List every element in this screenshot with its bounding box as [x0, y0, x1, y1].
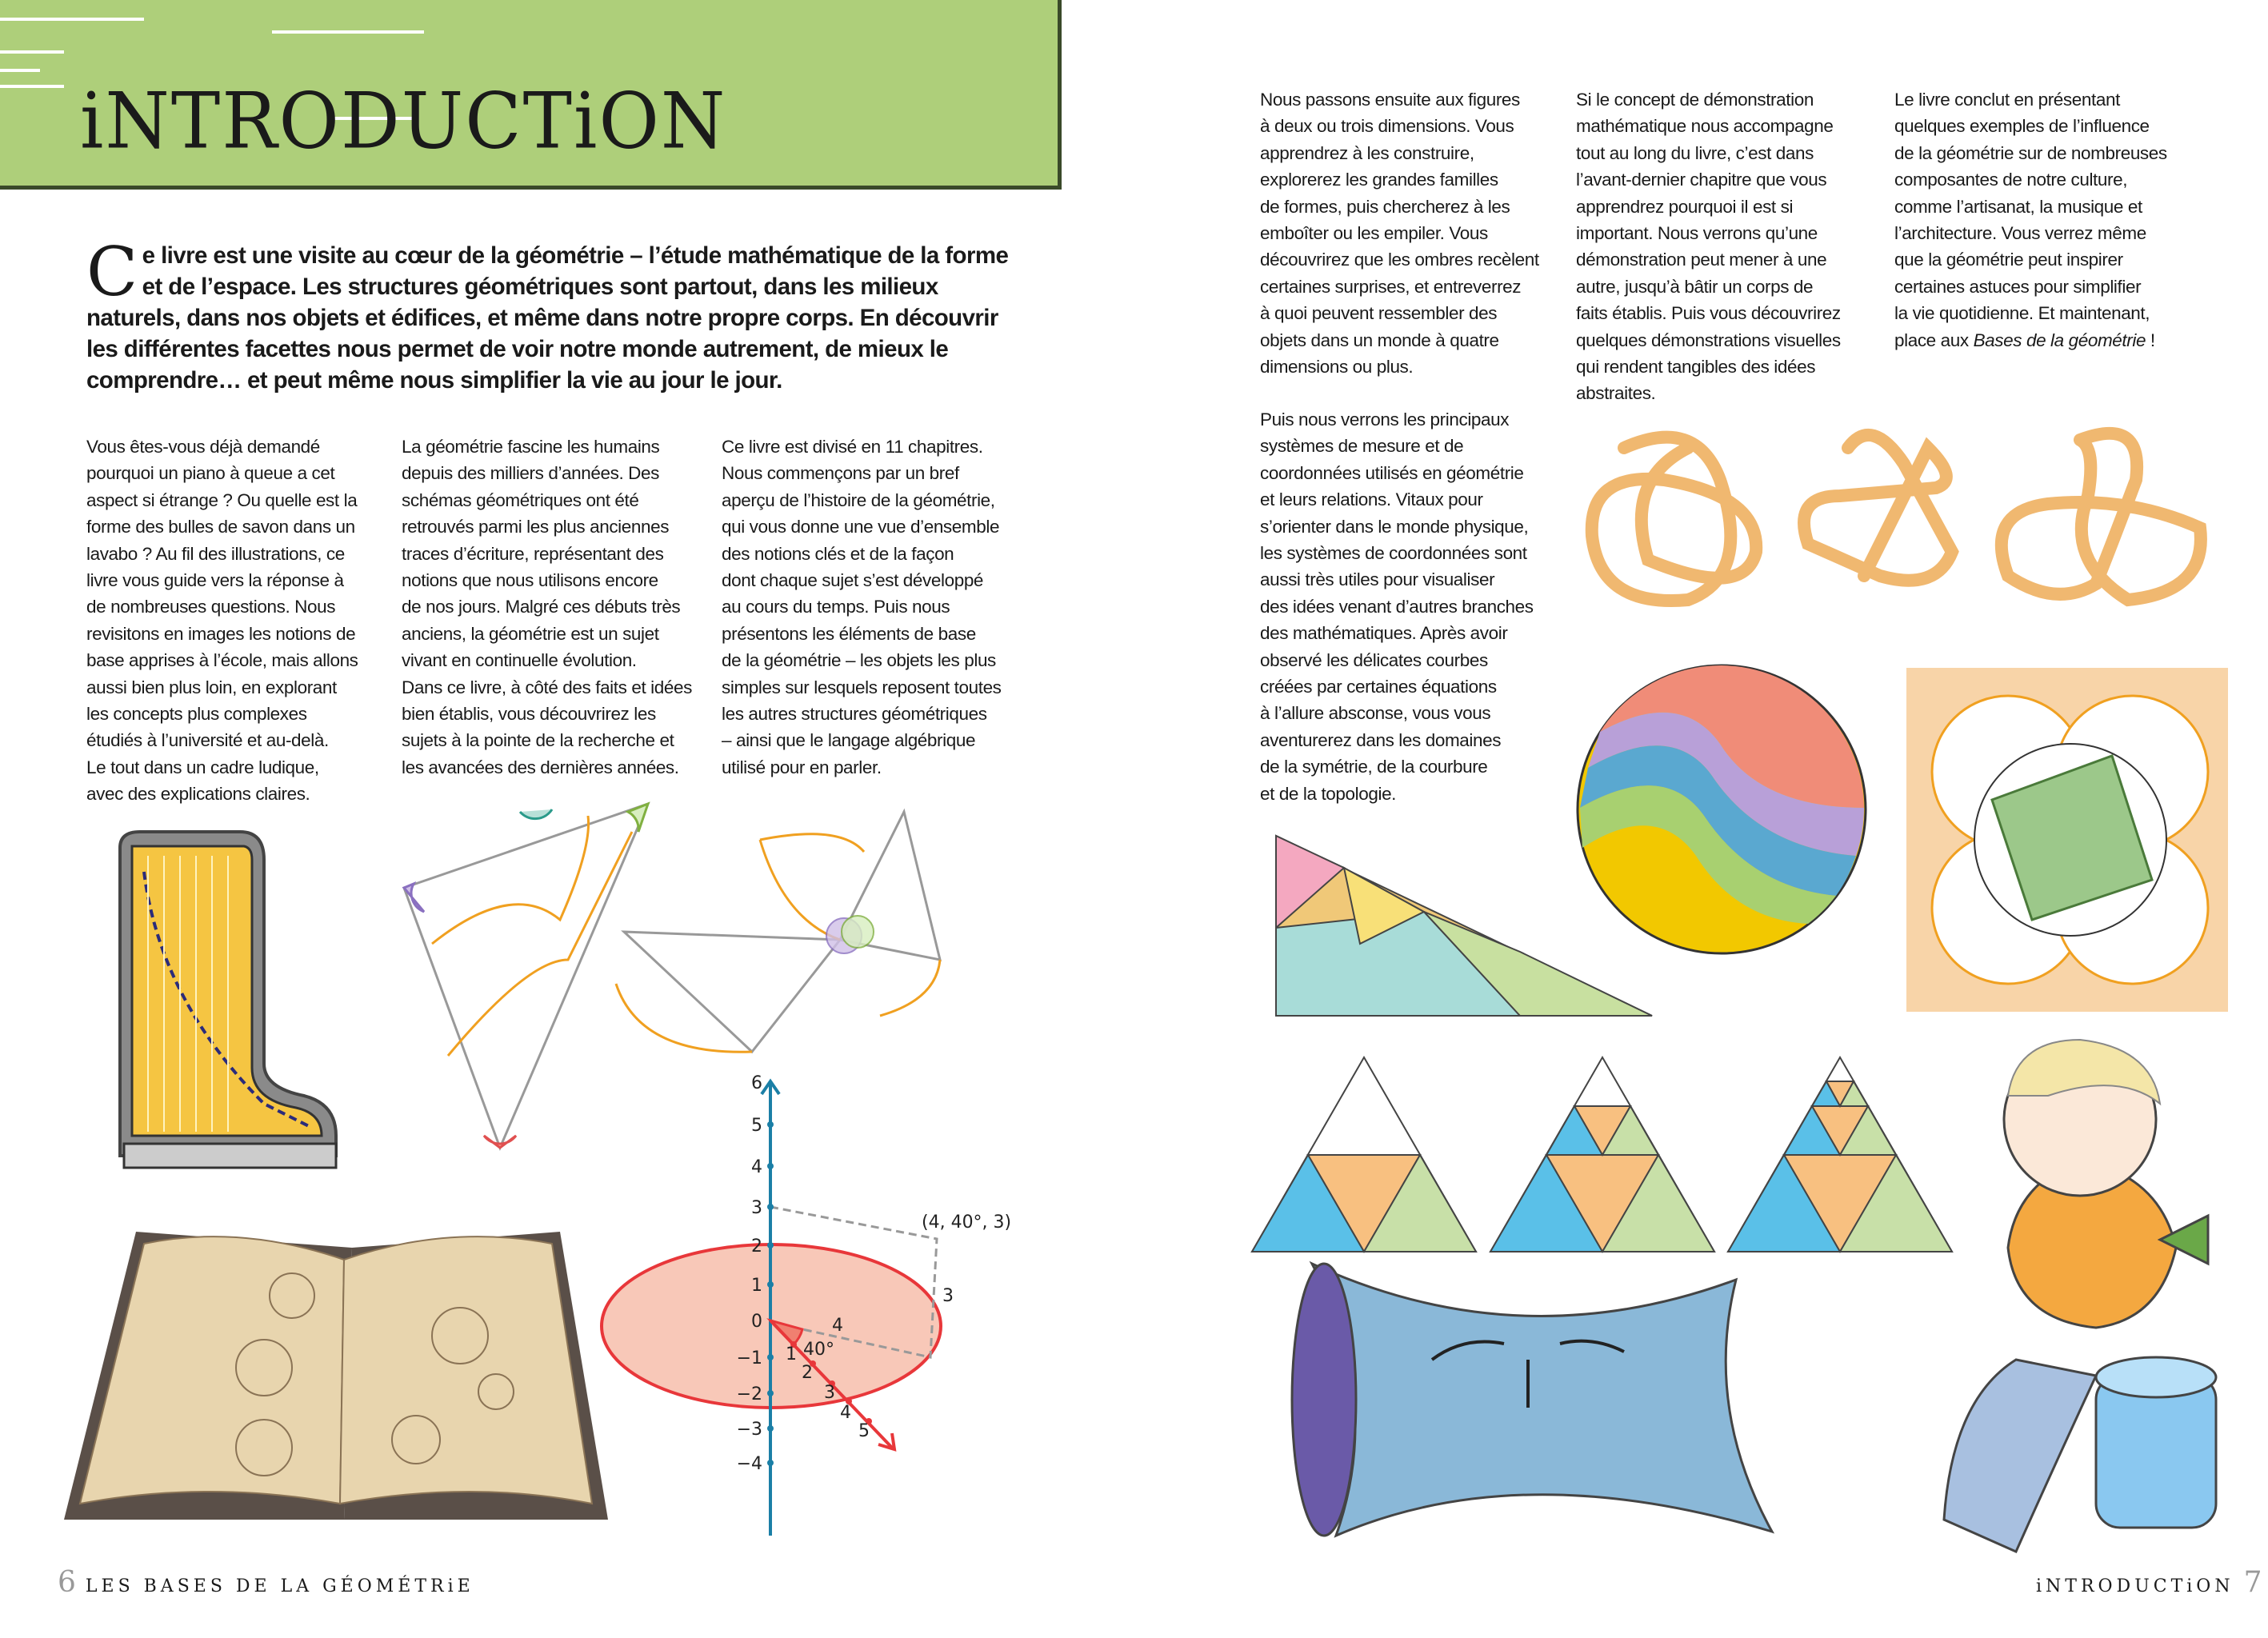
- tick-label: −4: [736, 1454, 762, 1474]
- footer-right: [2036, 1566, 2262, 1599]
- page-title: iNTRODUCTiON: [80, 76, 727, 166]
- tick-label: 0: [751, 1312, 762, 1332]
- body-column-6: Si le concept de démonstration mathématique nous accompagne tout au long du livre, c’est dans l’avant-dernier chapitre que vous apprendrez pourquoi il est si important. Nous verrons qu’une démonstration peut mener à une autre, jusqu’à bâtir un corps de faits établis. Puis vous découvrirez quelques démonstrations visuelles qui rendent tangibles des idées abstraites.: [1576, 90, 1841, 404]
- square-circles-illustration: [1906, 668, 2228, 1012]
- footer-left: [58, 1566, 474, 1599]
- height-label: 3: [942, 1286, 954, 1306]
- running-title-left: LES BASES DE LA GÉOMÉTRiE: [85, 1576, 474, 1596]
- closing-text: Le livre conclut en présentant quelques exemples de l’influence de la géométrie sur de nombreuses composantes de notre culture, comme l’artisanat, la musique et l’architecture. Vous verrez même que la géométrie peut inspirer certaines astuces pour simplifier la vie quotidienne. Et maintenant, place aux: [1894, 90, 2167, 350]
- sierpinski-triangles-illustration: [1252, 1057, 1952, 1252]
- tick-label: 5: [751, 1116, 762, 1136]
- triangle-curves-illustration: [404, 804, 648, 1148]
- quadrilateral-curves-illustration: [616, 812, 940, 1052]
- tick-label: −3: [736, 1420, 762, 1440]
- tick-label: −1: [736, 1348, 762, 1368]
- radial-tick-label: 4: [840, 1403, 851, 1423]
- tick-label: 2: [751, 1236, 762, 1256]
- running-title-right: iNTRODUCTiON: [2036, 1576, 2234, 1596]
- radial-tick-label: 1: [786, 1344, 797, 1364]
- body-column-2: La géométrie fascine les humains depuis des milliers d’années. Des schémas géométriques ont été retrouvés parmi les plus anciennes traces d’écriture, représentant des notions que nous utilisons encore de nos jours. Malgré ces débuts très anciens, la géométrie est un sujet vivant en continuelle évolution. Dans ce livre, à côté des faits et idées bien établis, vous découvrirez les sujets à la pointe de la recherche et les avancées des dernières années.: [402, 437, 692, 777]
- tick-label: 3: [751, 1198, 762, 1218]
- page-number-right: 7: [2243, 1566, 2262, 1599]
- drop-cap: C: [86, 233, 138, 311]
- radial-tick-label: 5: [858, 1421, 870, 1441]
- body-column-1: Vous êtes-vous déjà demandé pourquoi un piano à queue a cet aspect si étrange ? Ou quelle est la forme des bulles de savon dans un lavabo ? Au fil des illustrations, ce livre vous guide vers la réponse à de nombreuses questions. Nous revisitons en images les notions de base apprises à l’école, mais allons aussi bien plus loin, en explorant les concepts plus complexes étudiés à l’université et au-delà. Le tout dans un cadre ludique, avec des explications claires.: [86, 437, 358, 805]
- tick-label: 6: [751, 1073, 762, 1093]
- knots-illustration: [1592, 433, 2201, 601]
- body-column-4: Nous passons ensuite aux figures à deux ou trois dimensions. Vous apprendrez à les construire, explorerez les grandes familles de formes, puis chercherez à les emboîter ou les empiler. Vous découvrirez que les ombres recèlent certaines surprises, et entreverrez à quoi peuvent ressembler des objets dans un monde à quatre dimensions ou plus.: [1260, 90, 1539, 378]
- tick-label: 4: [751, 1157, 762, 1177]
- hyperboloid-illustration: [1292, 1264, 1772, 1536]
- colorful-sphere-illustration: [1578, 665, 1866, 953]
- radial-tick-label: 2: [802, 1363, 813, 1383]
- old-book-illustration: [64, 1232, 608, 1520]
- angle-label: 40°: [803, 1340, 834, 1360]
- cylindrical-coordinates-diagram: [602, 1073, 1011, 1536]
- body-column-3: Ce livre est divisé en 11 chapitres. Nous commençons par un bref aperçu de l’histoire de la géométrie, qui vous donne une vue d’ensemble des notions clés et de la façon dont chaque sujet s’est développé au cours du temps. Puis nous présentons les éléments de base de la géométrie – les objets les plus simples sur lesquels reposent toutes les autres structures géométriques – ainsi que le langage algébrique utilisé pour en parler.: [722, 437, 1002, 777]
- point-label: (4, 40°, 3): [922, 1213, 1012, 1232]
- intro-text: e livre est une visite au cœur de la géométrie – l’étude mathématique de la forme et de l’espace. Les structures géométriques sont partout, dans les milieux naturels, dans nos objets et édifices, et même dans notre propre corps. En découvrir les différentes facettes nous permet de voir notre monde autrement, de mieux le comprendre… et peut même nous simplifier la vie au jour le jour.: [86, 242, 1009, 394]
- radius-label: 4: [832, 1316, 843, 1336]
- radial-tick-label: 3: [824, 1383, 835, 1403]
- grand-piano-illustration: [120, 832, 336, 1168]
- page-number-left: 6: [58, 1566, 76, 1599]
- tick-label: 1: [751, 1276, 762, 1296]
- child-playing-illustration: [1944, 1040, 2216, 1552]
- closing-punct: !: [2146, 330, 2155, 350]
- tick-label: −2: [736, 1384, 762, 1404]
- body-column-5: Puis nous verrons les principaux systèmes de mesure et de coordonnées utilisés en géométrie et leurs relations. Vitaux pour s’orienter dans le monde physique, les systèmes de coordonnées sont aussi très utiles pour visualiser des idées venant d’autres branches des mathématiques. Après avoir observé les délicates courbes créées par certaines équations à l’allure absconse, vous vous aventurerez dans les domaines de la symétrie, de la courbure et de la topologie.: [1260, 410, 1534, 804]
- book-title-italic: Bases de la géométrie: [1973, 330, 2146, 350]
